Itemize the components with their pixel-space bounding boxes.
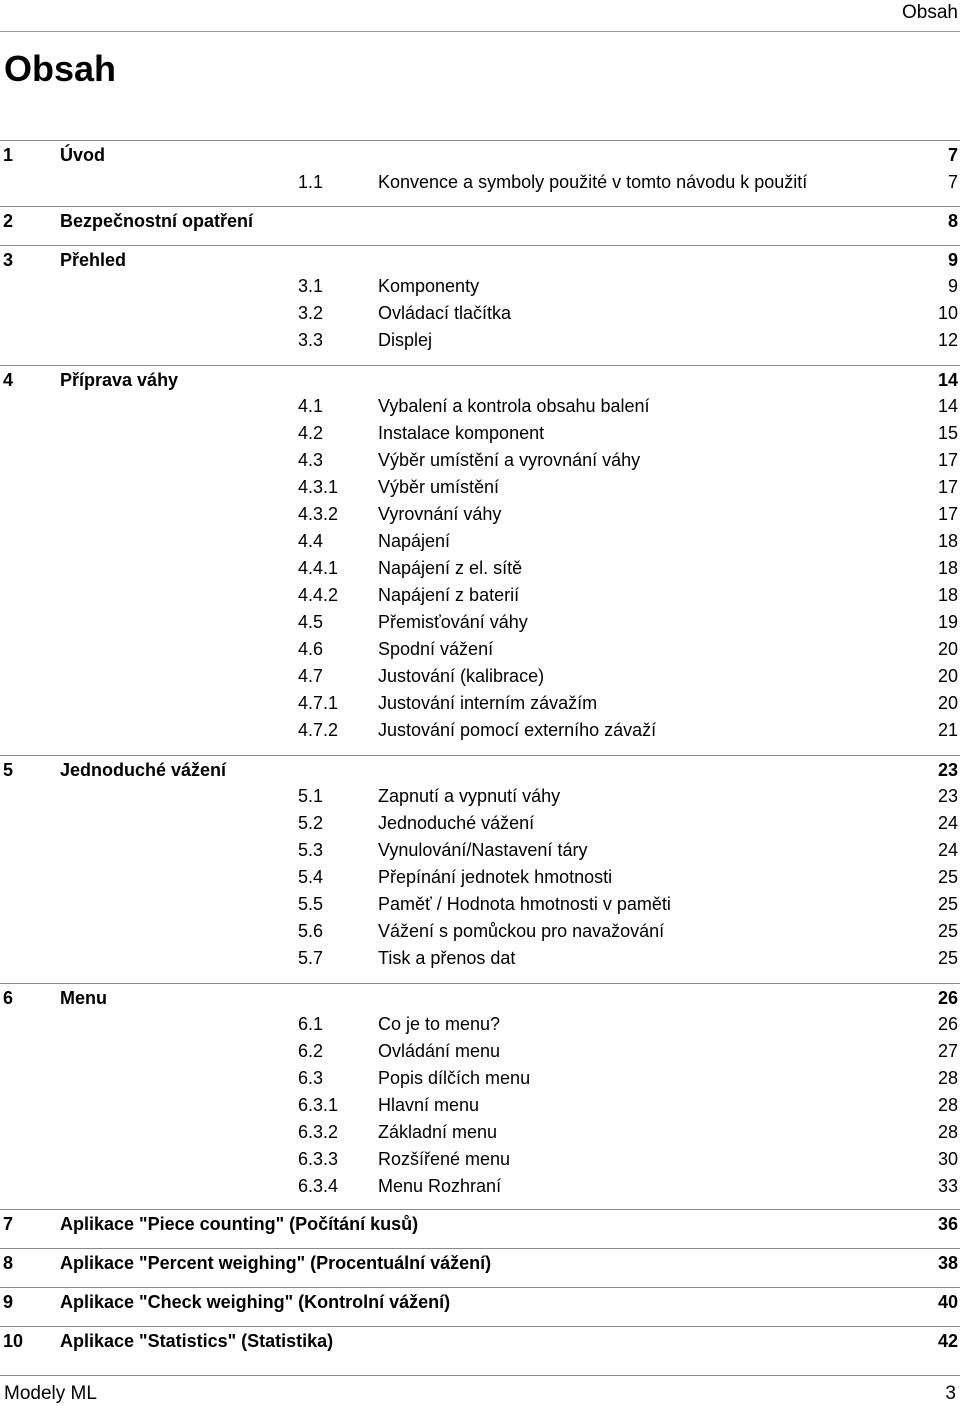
toc-chapter-row[interactable] <box>0 1326 960 1354</box>
section-title: Instalace komponent <box>378 423 545 443</box>
section-page-number: 25 <box>937 948 958 968</box>
section-page-number: 9 <box>947 276 958 296</box>
toc-section-row[interactable] <box>0 1014 960 1042</box>
section-page-number: 25 <box>937 894 958 914</box>
toc-chapter-row[interactable] <box>0 245 960 273</box>
chapter-divider <box>0 365 960 366</box>
page-title: Obsah <box>4 48 117 89</box>
section-title: Ovládací tlačítka <box>378 303 512 323</box>
footer-model-name: Modely ML <box>4 1383 97 1404</box>
toc-chapter-row[interactable] <box>0 1248 960 1276</box>
toc-chapter-row[interactable] <box>0 1209 960 1237</box>
toc-section-row[interactable] <box>0 477 960 505</box>
chapter-page-number: 8 <box>947 211 958 231</box>
section-title: Komponenty <box>378 276 480 296</box>
chapter-page-number: 36 <box>937 1214 958 1234</box>
toc-section-row[interactable] <box>0 720 960 748</box>
toc-chapter-row[interactable] <box>0 983 960 1011</box>
section-page-number: 19 <box>937 612 958 632</box>
section-title: Výběr umístění <box>378 477 500 497</box>
section-number: 4.5 <box>298 612 324 632</box>
toc-chapter-row[interactable] <box>0 140 960 168</box>
toc-chapter-row[interactable] <box>0 365 960 393</box>
section-page-number: 7 <box>947 172 958 192</box>
section-page-number: 18 <box>937 558 958 578</box>
toc-section-row[interactable] <box>0 172 960 200</box>
running-header: Obsah <box>902 2 958 23</box>
footer-divider <box>0 1375 960 1376</box>
section-number: 1.1 <box>298 172 324 192</box>
toc-section-row[interactable] <box>0 921 960 949</box>
section-number: 4.3.2 <box>298 504 339 524</box>
chapter-page-number: 38 <box>937 1253 958 1273</box>
chapter-divider <box>0 1209 960 1210</box>
toc-chapter-row[interactable] <box>0 755 960 783</box>
section-title: Justování pomocí externího závaží <box>378 720 657 740</box>
chapter-number: 2 <box>3 211 14 231</box>
section-number: 4.4.1 <box>298 558 339 578</box>
toc-section-row[interactable] <box>0 396 960 424</box>
section-number: 6.3 <box>298 1068 324 1088</box>
section-page-number: 20 <box>937 666 958 686</box>
section-title: Rozšířené menu <box>378 1149 511 1169</box>
section-page-number: 15 <box>937 423 958 443</box>
chapter-title: Aplikace "Statistics" (Statistika) <box>60 1331 334 1351</box>
section-title: Vybalení a kontrola obsahu balení <box>378 396 650 416</box>
section-number: 4.7 <box>298 666 324 686</box>
toc-section-row[interactable] <box>0 276 960 304</box>
chapter-title: Úvod <box>60 145 105 165</box>
section-title: Napájení z el. sítě <box>378 558 523 578</box>
section-page-number: 14 <box>937 396 958 416</box>
section-page-number: 23 <box>937 786 958 806</box>
section-title: Spodní vážení <box>378 639 494 659</box>
chapter-page-number: 42 <box>937 1331 958 1351</box>
section-page-number: 25 <box>937 921 958 941</box>
toc-section-row[interactable] <box>0 639 960 667</box>
section-number: 4.7.2 <box>298 720 339 740</box>
section-title: Hlavní menu <box>378 1095 480 1115</box>
section-title: Vážení s pomůckou pro navažování <box>378 921 665 941</box>
section-number: 6.2 <box>298 1041 324 1061</box>
toc-section-row[interactable] <box>0 585 960 613</box>
chapter-page-number: 26 <box>937 988 958 1008</box>
toc-section-row[interactable] <box>0 1068 960 1096</box>
chapter-title: Bezpečnostní opatření <box>60 211 254 231</box>
toc-section-row[interactable] <box>0 1149 960 1177</box>
section-number: 4.2 <box>298 423 324 443</box>
chapter-title: Menu <box>60 988 107 1008</box>
chapter-title: Jednoduché vážení <box>60 760 227 780</box>
chapter-number: 5 <box>3 760 14 780</box>
chapter-title: Aplikace "Check weighing" (Kontrolní vážení) <box>60 1292 451 1312</box>
toc-section-row[interactable] <box>0 840 960 868</box>
section-title: Menu Rozhraní <box>378 1176 502 1196</box>
section-page-number: 21 <box>937 720 958 740</box>
chapter-title: Aplikace "Percent weighing" (Procentuální vážení) <box>60 1253 492 1273</box>
toc-section-row[interactable] <box>0 303 960 331</box>
toc-section-row[interactable] <box>0 1176 960 1204</box>
chapter-number: 7 <box>3 1214 14 1234</box>
section-number: 4.3.1 <box>298 477 339 497</box>
section-number: 5.7 <box>298 948 324 968</box>
chapter-divider <box>0 140 960 141</box>
chapter-title: Příprava váhy <box>60 370 179 390</box>
section-title: Základní menu <box>378 1122 498 1142</box>
section-title: Vynulování/Nastavení táry <box>378 840 588 860</box>
section-number: 4.7.1 <box>298 693 339 713</box>
section-number: 6.3.4 <box>298 1176 339 1196</box>
chapter-page-number: 40 <box>937 1292 958 1312</box>
section-title: Konvence a symboly použité v tomto návodu k použití <box>378 172 808 192</box>
section-number: 5.5 <box>298 894 324 914</box>
toc-section-row[interactable] <box>0 1041 960 1069</box>
section-number: 3.1 <box>298 276 324 296</box>
section-page-number: 20 <box>937 693 958 713</box>
section-title: Justování interním závažím <box>378 693 598 713</box>
section-number: 5.3 <box>298 840 324 860</box>
section-title: Zapnutí a vypnutí váhy <box>378 786 561 806</box>
toc-section-row[interactable] <box>0 813 960 841</box>
toc-section-row[interactable] <box>0 330 960 358</box>
section-page-number: 17 <box>937 450 958 470</box>
section-title: Napájení z baterií <box>378 585 520 605</box>
section-page-number: 24 <box>937 840 958 860</box>
toc-chapter-row[interactable] <box>0 1287 960 1315</box>
toc-section-row[interactable] <box>0 531 960 559</box>
toc-section-row[interactable] <box>0 948 960 976</box>
section-page-number: 10 <box>937 303 958 323</box>
section-title: Justování (kalibrace) <box>378 666 545 686</box>
section-page-number: 17 <box>937 504 958 524</box>
section-page-number: 30 <box>937 1149 958 1169</box>
toc-section-row[interactable] <box>0 558 960 586</box>
section-number: 4.3 <box>298 450 324 470</box>
section-number: 6.3.3 <box>298 1149 339 1169</box>
chapter-divider <box>0 206 960 207</box>
chapter-divider <box>0 1248 960 1249</box>
toc-section-row[interactable] <box>0 423 960 451</box>
section-title: Vyrovnání váhy <box>378 504 502 524</box>
toc-section-row[interactable] <box>0 666 960 694</box>
section-number: 4.6 <box>298 639 324 659</box>
section-title: Přemisťování váhy <box>378 612 528 632</box>
section-number: 6.3.1 <box>298 1095 339 1115</box>
toc-section-row[interactable] <box>0 1095 960 1123</box>
section-number: 5.2 <box>298 813 324 833</box>
section-title: Co je to menu? <box>378 1014 501 1034</box>
chapter-number: 10 <box>3 1331 24 1351</box>
toc-section-row[interactable] <box>0 450 960 478</box>
section-number: 4.4 <box>298 531 324 551</box>
section-title: Tisk a přenos dat <box>378 948 516 968</box>
section-number: 5.4 <box>298 867 324 887</box>
section-number: 6.3.2 <box>298 1122 339 1142</box>
section-title: Výběr umístění a vyrovnání váhy <box>378 450 641 470</box>
toc-section-row[interactable] <box>0 786 960 814</box>
chapter-divider <box>0 983 960 984</box>
chapter-page-number: 23 <box>937 760 958 780</box>
section-title: Přepínání jednotek hmotnosti <box>378 867 613 887</box>
section-page-number: 24 <box>937 813 958 833</box>
section-title: Paměť / Hodnota hmotnosti v paměti <box>378 894 671 914</box>
chapter-page-number: 14 <box>937 370 958 390</box>
toc-section-row[interactable] <box>0 693 960 721</box>
chapter-page-number: 9 <box>947 250 958 270</box>
section-page-number: 20 <box>937 639 958 659</box>
section-number: 6.1 <box>298 1014 324 1034</box>
chapter-divider <box>0 245 960 246</box>
section-page-number: 33 <box>937 1176 958 1196</box>
section-number: 4.4.2 <box>298 585 339 605</box>
section-page-number: 25 <box>937 867 958 887</box>
section-page-number: 28 <box>937 1122 958 1142</box>
toc-section-row[interactable] <box>0 867 960 895</box>
section-number: 4.1 <box>298 396 324 416</box>
section-page-number: 17 <box>937 477 958 497</box>
chapter-number: 8 <box>3 1253 14 1273</box>
chapter-divider <box>0 755 960 756</box>
section-page-number: 18 <box>937 531 958 551</box>
section-page-number: 12 <box>937 330 958 350</box>
section-page-number: 28 <box>937 1068 958 1088</box>
footer-page-number: 3 <box>945 1383 956 1404</box>
section-page-number: 27 <box>937 1041 958 1061</box>
section-title: Ovládání menu <box>378 1041 501 1061</box>
chapter-number: 9 <box>3 1292 14 1312</box>
section-title: Napájení <box>378 531 451 551</box>
chapter-title: Přehled <box>60 250 127 270</box>
section-page-number: 26 <box>937 1014 958 1034</box>
section-number: 3.3 <box>298 330 324 350</box>
chapter-number: 4 <box>3 370 14 390</box>
chapter-divider <box>0 1326 960 1327</box>
toc-section-row[interactable] <box>0 504 960 532</box>
section-page-number: 18 <box>937 585 958 605</box>
toc-chapter-row[interactable] <box>0 206 960 234</box>
section-page-number: 28 <box>937 1095 958 1115</box>
section-number: 5.1 <box>298 786 324 806</box>
section-title: Jednoduché vážení <box>378 813 535 833</box>
section-title: Popis dílčích menu <box>378 1068 531 1088</box>
chapter-page-number: 7 <box>947 145 958 165</box>
section-title: Displej <box>378 330 433 350</box>
chapter-number: 1 <box>3 145 14 165</box>
section-number: 5.6 <box>298 921 324 941</box>
chapter-number: 3 <box>3 250 14 270</box>
chapter-title: Aplikace "Piece counting" (Počítání kusů) <box>60 1214 419 1234</box>
toc-section-row[interactable] <box>0 1122 960 1150</box>
toc-section-row[interactable] <box>0 894 960 922</box>
section-number: 3.2 <box>298 303 324 323</box>
chapter-divider <box>0 1287 960 1288</box>
toc-section-row[interactable] <box>0 612 960 640</box>
chapter-number: 6 <box>3 988 14 1008</box>
